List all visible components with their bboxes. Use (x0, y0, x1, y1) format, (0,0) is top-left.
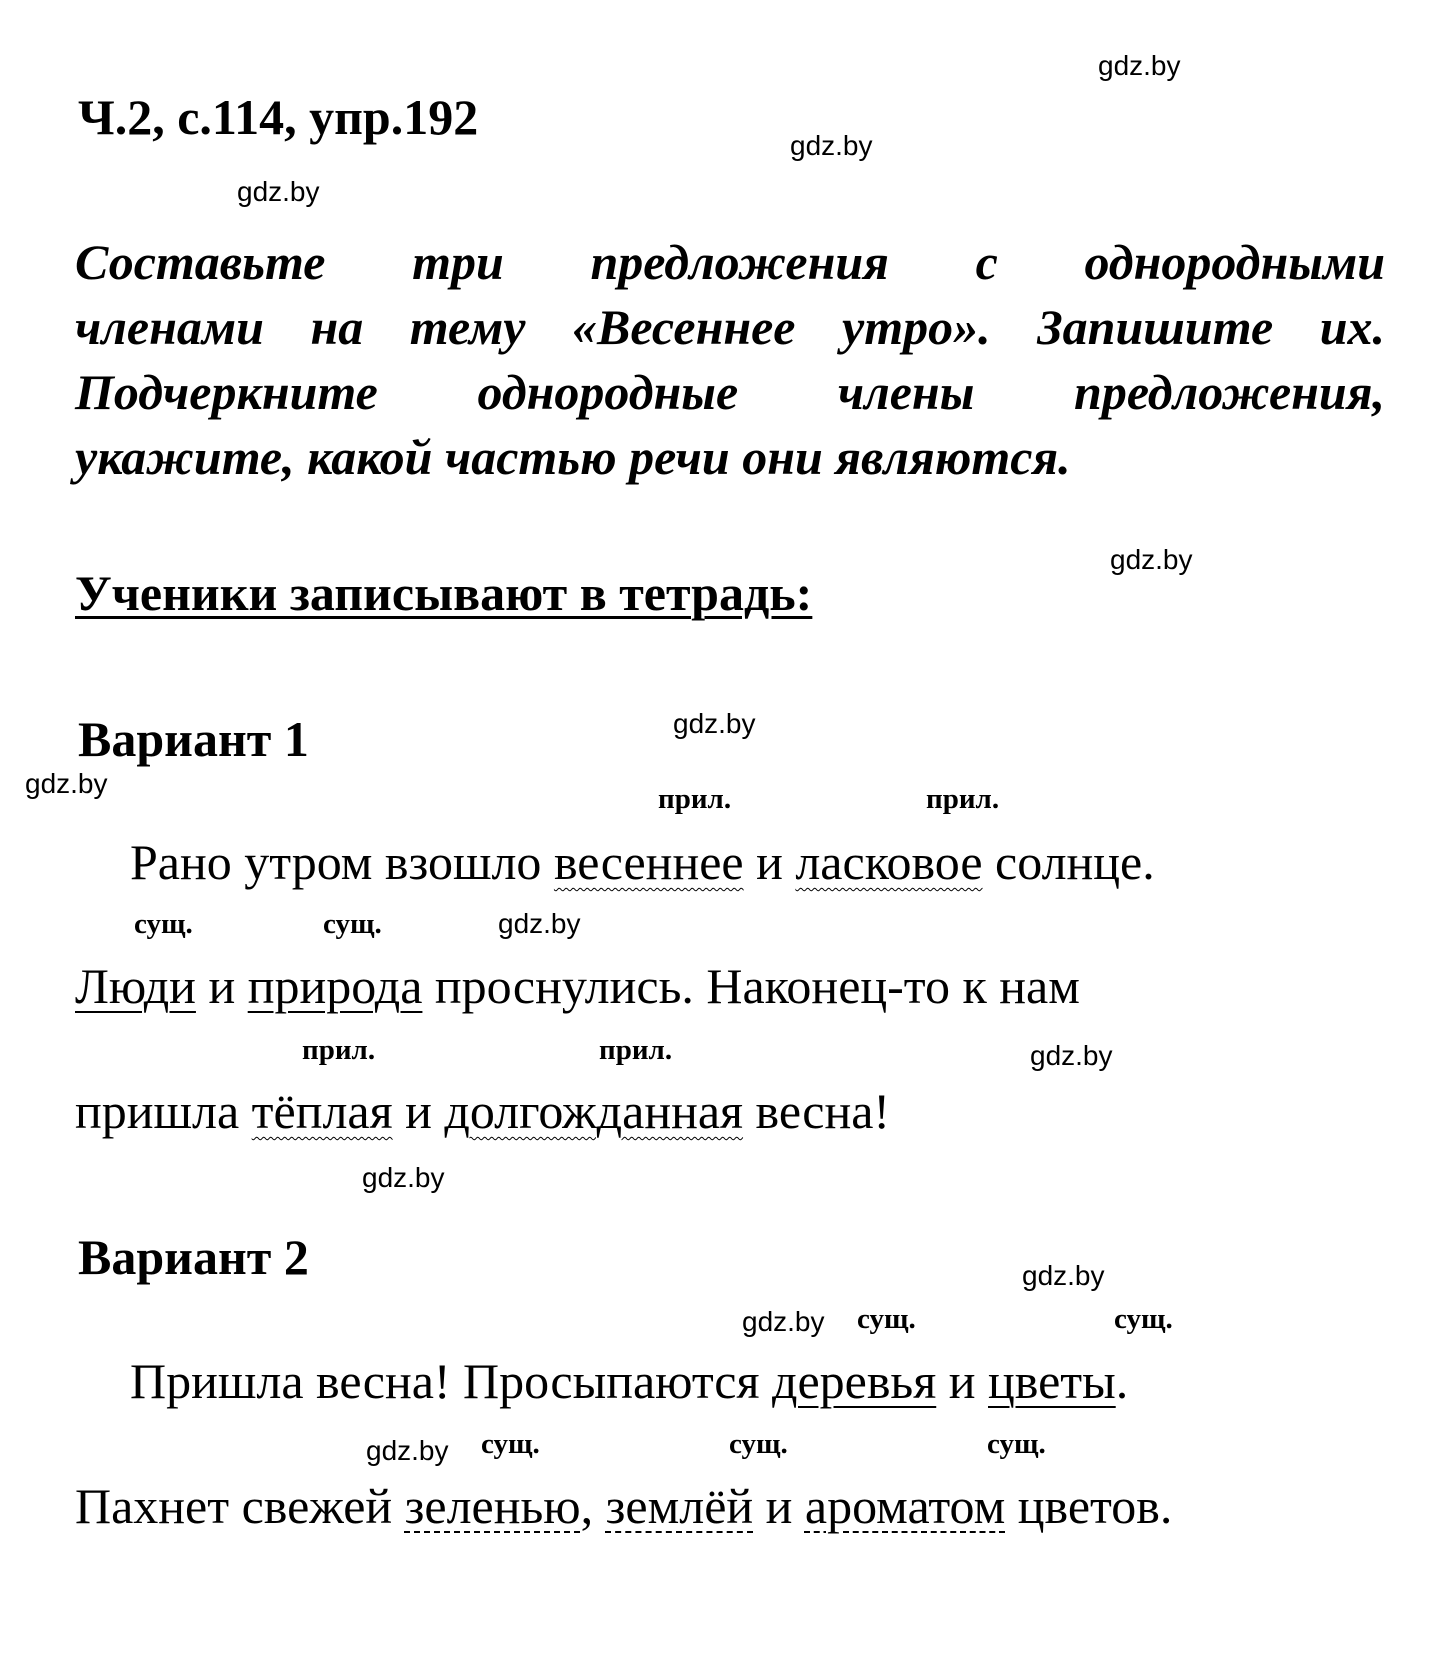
text: весна! (743, 1083, 891, 1139)
task-text (75, 230, 1385, 490)
text: и (392, 1083, 445, 1139)
pos-label: сущ. (323, 908, 382, 940)
homogeneous-member: землёй (605, 1478, 754, 1534)
watermark: gdz.by (25, 768, 108, 799)
watermark: gdz.by (1098, 50, 1181, 81)
text: и (936, 1353, 988, 1409)
watermark: gdz.by (790, 130, 873, 161)
homogeneous-member: долгожданная (444, 1083, 744, 1139)
pos-label: сущ. (1114, 1303, 1173, 1335)
pos-label: прил. (926, 783, 1000, 815)
task-line: Подчеркните однородные члены предложения, (75, 364, 1385, 420)
sentence-line (75, 1082, 890, 1140)
text: и (195, 958, 248, 1014)
pos-label: сущ. (134, 908, 193, 940)
text: проснулись. Наконец-то к нам (422, 958, 1080, 1014)
task-line: членами на тему «Весеннее утро». Запишите их. (75, 299, 1385, 355)
watermark: gdz.by (1030, 1040, 1113, 1071)
homogeneous-member: зеленью (404, 1478, 581, 1534)
sentence-line (75, 1477, 1172, 1535)
variant-1-title: Вариант 1 (78, 711, 309, 767)
exercise-title: Ч.2, с.114, упр.192 (78, 89, 479, 145)
text: , (580, 1478, 606, 1534)
sentence-line (130, 833, 1155, 891)
homogeneous-member: тёплая (251, 1083, 393, 1139)
text: Рано утром взошло (130, 834, 554, 890)
watermark: gdz.by (1110, 544, 1193, 575)
pos-label: сущ. (987, 1428, 1046, 1460)
sentence-line (130, 1352, 1128, 1410)
watermark: gdz.by (673, 708, 756, 739)
watermark: gdz.by (1022, 1260, 1105, 1291)
homogeneous-member: деревья (772, 1353, 937, 1409)
pos-label: сущ. (481, 1428, 540, 1460)
answer-heading: Ученики записывают в тетрадь: (75, 565, 813, 621)
variant-2-title: Вариант 2 (78, 1229, 309, 1285)
text: и (753, 1478, 805, 1534)
text: пришла (75, 1083, 252, 1139)
pos-label: прил. (302, 1034, 376, 1066)
watermark: gdz.by (366, 1435, 449, 1466)
task-line: Составьте три предложения с однородными (75, 234, 1385, 290)
homogeneous-member: природа (247, 958, 423, 1014)
text: Пришла весна! Просыпаются (130, 1353, 772, 1409)
homogeneous-member: ароматом (804, 1478, 1006, 1534)
text: солнце. (982, 834, 1155, 890)
homogeneous-member: ласковое (795, 834, 983, 890)
watermark: gdz.by (237, 176, 320, 207)
pos-label: сущ. (857, 1303, 916, 1335)
homogeneous-member: весеннее (553, 834, 744, 890)
text: . (1115, 1353, 1129, 1409)
text: цветов. (1005, 1478, 1173, 1534)
task-line: укажите, какой частью речи они являются. (75, 429, 1071, 485)
homogeneous-member: Люди (75, 958, 196, 1014)
pos-label: сущ. (729, 1428, 788, 1460)
homogeneous-member: цветы (988, 1353, 1116, 1409)
watermark: gdz.by (362, 1162, 445, 1193)
sentence-line (75, 957, 1080, 1015)
watermark: gdz.by (742, 1306, 825, 1337)
watermark: gdz.by (498, 908, 581, 939)
pos-label: прил. (599, 1034, 673, 1066)
pos-label: прил. (658, 783, 732, 815)
text: Пахнет свежей (75, 1478, 405, 1534)
text: и (743, 834, 796, 890)
